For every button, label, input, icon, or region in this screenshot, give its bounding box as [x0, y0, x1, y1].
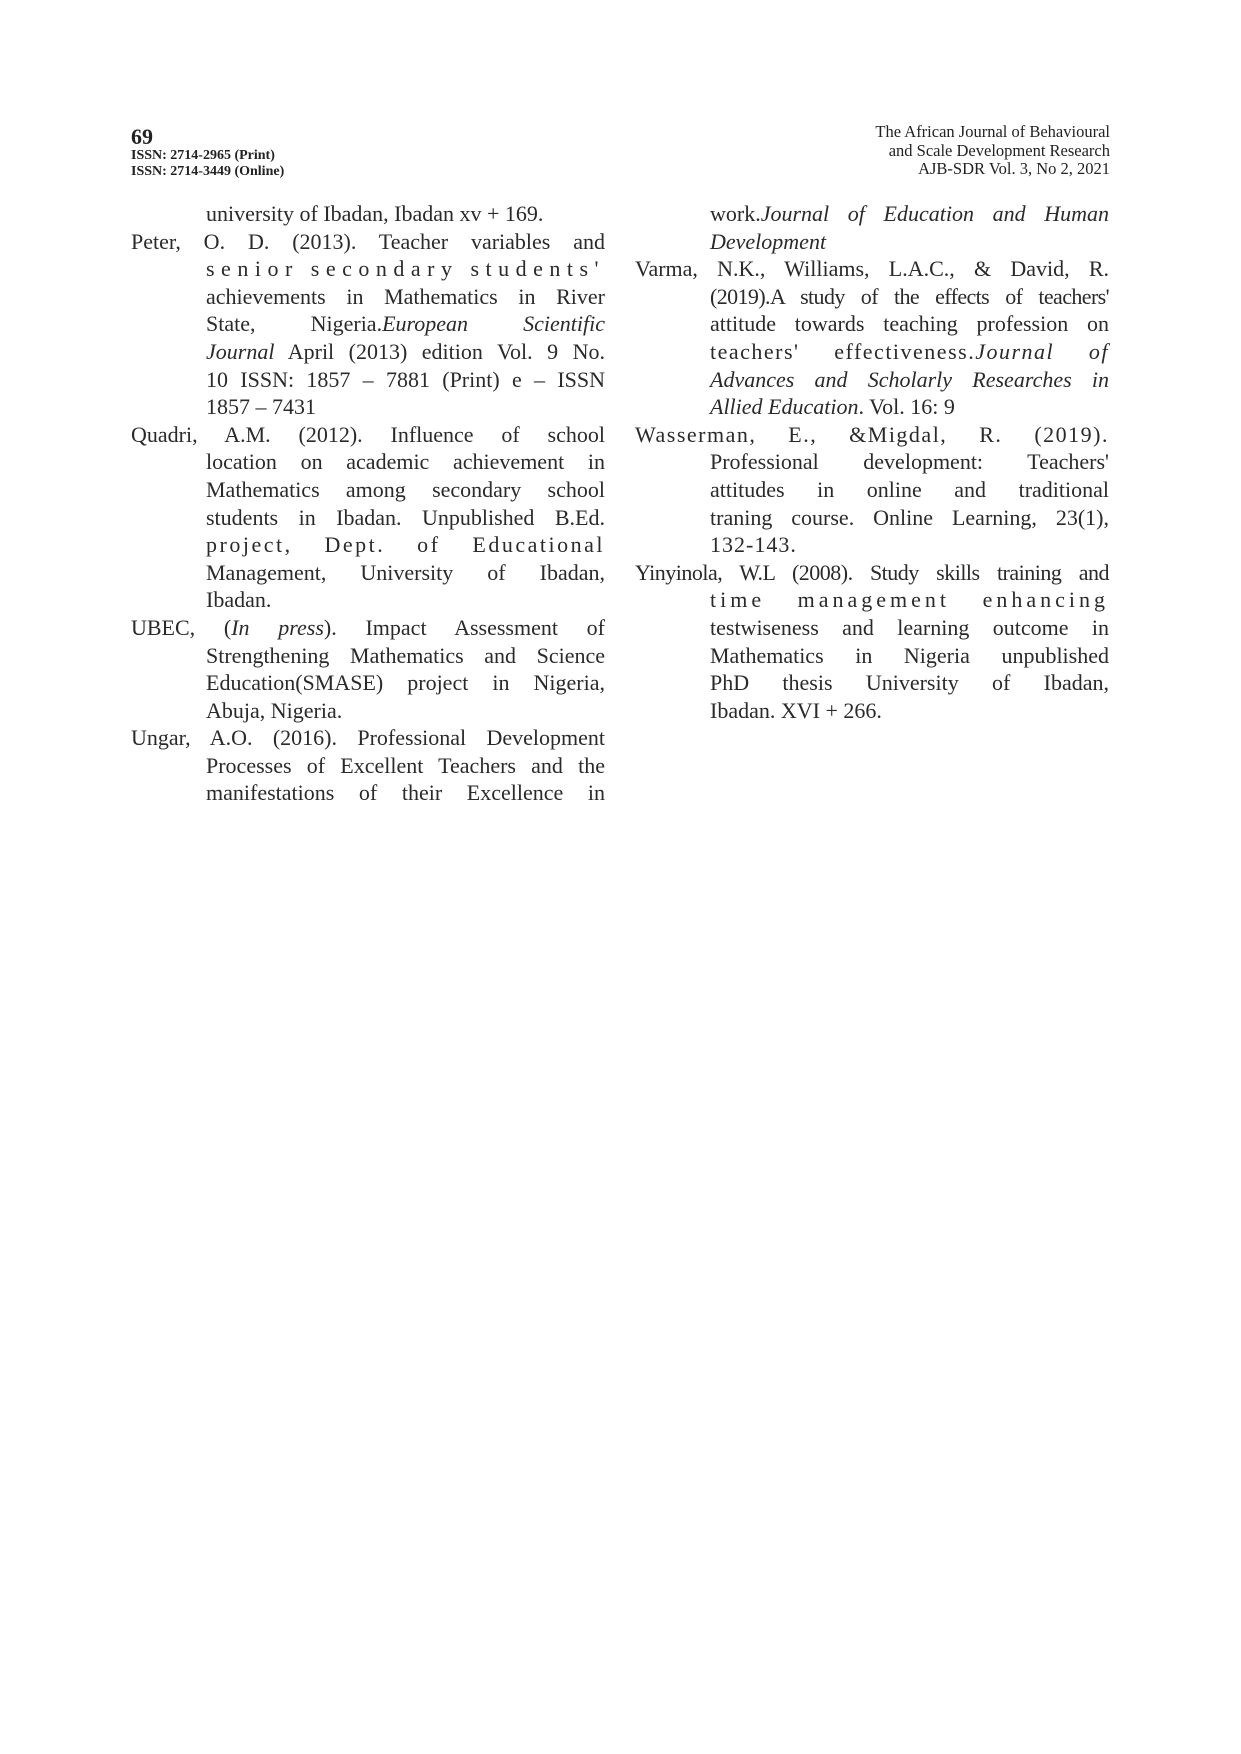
reference-line: 10 ISSN: 1857 – 7881 (Print) e – ISSN	[206, 366, 605, 392]
text-run: teachers' effectiveness.	[710, 338, 976, 364]
reference-line: PhD thesis University of Ibadan,	[710, 670, 1109, 696]
journal-title-line1: The African Journal of Behavioural	[875, 122, 1110, 141]
header-right	[875, 123, 1110, 179]
reference-line	[635, 200, 1109, 228]
text-run: UBEC, (	[131, 614, 232, 640]
reference-line: university of Ibadan, Ibadan xv + 169.	[206, 201, 544, 226]
reference-line	[131, 614, 605, 642]
reference-line: achievements in Mathematics in River	[206, 283, 605, 309]
reference-line	[635, 338, 1109, 366]
reference-entry	[635, 421, 1109, 559]
issn-print: ISSN: 2714-2965 (Print)	[131, 148, 275, 163]
journal-name: Advances and Scholarly Researches in	[710, 366, 1109, 392]
reference-line: Ibadan.	[206, 587, 272, 613]
reference-entry	[131, 614, 605, 724]
reference-line: time management enhancing	[710, 587, 1109, 613]
reference-entry	[131, 421, 605, 614]
reference-line: traning course. Online Learning, 23(1),	[710, 504, 1109, 530]
journal-name: Journal of Education and Human	[760, 201, 1109, 226]
reference-line: Ungar, A.O. (2016). Professional Development	[131, 725, 605, 751]
text-run: . Vol. 16: 9	[858, 394, 955, 420]
reference-line: Mathematics in Nigeria unpublished	[710, 642, 1109, 668]
status-italic: In press	[231, 614, 324, 640]
references-right-column	[635, 200, 1109, 724]
reference-entry	[131, 228, 605, 421]
reference-line: senior secondary students'	[206, 256, 606, 282]
reference-line: Processes of Excellent Teachers and the	[206, 752, 605, 778]
journal-name: Allied Education	[710, 394, 859, 420]
text-run: April (2013) edition Vol. 9 No.	[274, 338, 605, 364]
reference-carryover	[635, 200, 1109, 255]
reference-line: testwiseness and learning outcome in	[710, 614, 1109, 640]
reference-line: Abuja, Nigeria.	[206, 697, 343, 723]
text-run: ). Impact Assessment of	[323, 614, 606, 640]
reference-line: manifestations of their Excellence in	[206, 780, 605, 806]
reference-line: students in Ibadan. Unpublished B.Ed.	[206, 504, 605, 530]
page-number: 69	[131, 124, 153, 149]
reference-line: attitude towards teaching profession on	[710, 311, 1109, 337]
reference-line	[131, 338, 605, 366]
journal-name: Journal of	[975, 338, 1109, 364]
reference-line: location on academic achievement in	[206, 449, 605, 475]
issn-online: ISSN: 2714-3449 (Online)	[131, 164, 285, 179]
reference-entry	[635, 559, 1109, 725]
reference-line: project, Dept. of Educational	[206, 532, 605, 558]
reference-line: 1857 – 7431	[206, 394, 316, 420]
reference-entry	[635, 255, 1109, 421]
reference-line: (2019).A study of the effects of teachers'	[710, 283, 1109, 309]
text-run: State, Nigeria.	[206, 311, 383, 337]
reference-line: Mathematics among secondary school	[206, 476, 605, 502]
reference-line: attitudes in online and traditional	[710, 476, 1109, 502]
text-run: work.	[710, 201, 761, 226]
reference-line: Peter, O. D. (2013). Teacher variables and	[131, 228, 605, 254]
reference-line: Wasserman, E., &Migdal, R. (2019).	[635, 421, 1109, 447]
journal-name: Journal	[206, 338, 275, 364]
journal-name: Development	[710, 228, 827, 254]
journal-name: European Scientific	[382, 311, 605, 337]
reference-line: Quadri, A.M. (2012). Influence of school	[131, 421, 605, 447]
reference-line	[131, 310, 605, 338]
header-left	[131, 126, 284, 180]
reference-carryover	[131, 200, 605, 228]
reference-line: Management, University of Ibadan,	[206, 559, 605, 585]
reference-line	[635, 228, 1109, 256]
reference-entry	[131, 724, 605, 807]
journal-volume: AJB-SDR Vol. 3, No 2, 2021	[918, 159, 1110, 178]
reference-line: Yinyinola, W.L (2008). Study skills training and	[635, 559, 1109, 585]
reference-line: Ibadan. XVI + 266.	[710, 697, 882, 723]
reference-line	[635, 393, 1109, 421]
reference-line: Varma, N.K., Williams, L.A.C., & David, R.	[635, 256, 1109, 282]
reference-line: Strengthening Mathematics and Science	[206, 642, 605, 668]
reference-line	[635, 366, 1109, 394]
reference-line: Education(SMASE) project in Nigeria,	[206, 670, 605, 696]
reference-line: 132-143.	[710, 532, 797, 558]
journal-title-line2: and Scale Development Research	[888, 140, 1110, 160]
references-left-column	[131, 200, 605, 807]
reference-line: Professional development: Teachers'	[710, 449, 1109, 475]
